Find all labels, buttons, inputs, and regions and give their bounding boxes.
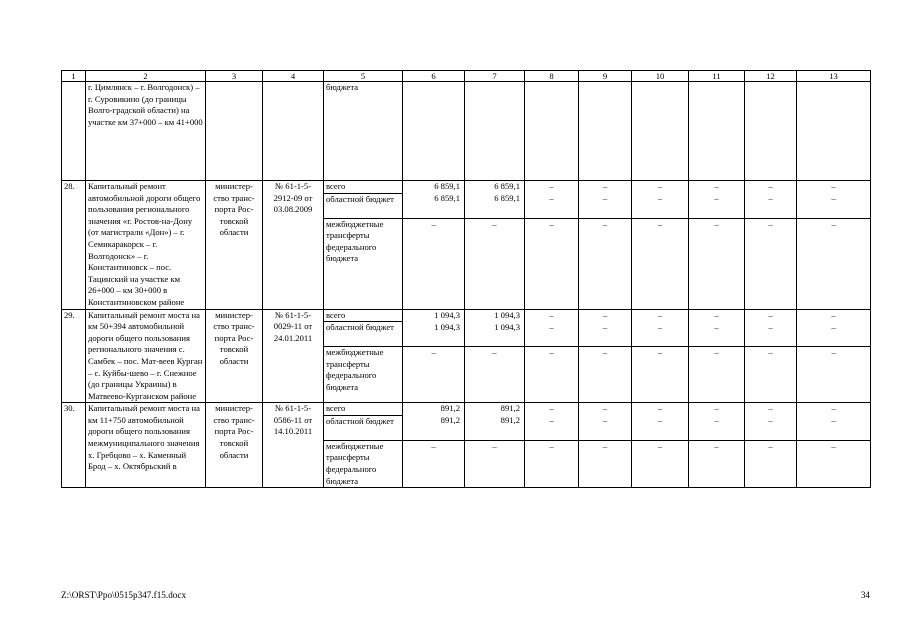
value-cell: –: [525, 309, 579, 322]
value-cell: –: [745, 181, 797, 194]
document-ref-cell: № 61-1-5-0029-11 от 24.01.2011: [263, 309, 324, 403]
value-cell: –: [579, 415, 632, 440]
value-cell: –: [632, 415, 689, 440]
value-cell: –: [689, 309, 745, 322]
page-number: 34: [860, 590, 870, 600]
value-cell: –: [579, 181, 632, 194]
value-cell: –: [579, 403, 632, 416]
value-cell: –: [632, 440, 689, 487]
value-cell: –: [525, 322, 579, 347]
value-cell: –: [525, 440, 579, 487]
value-cell: –: [525, 181, 579, 194]
footer-file-path: Z:\ORST\Ppo\0515p347.f15.docx: [61, 590, 187, 600]
value-cell: –: [465, 347, 525, 403]
value-cell: –: [689, 347, 745, 403]
funding-source-cell: бюджета: [324, 82, 403, 181]
table-row: [62, 403, 871, 416]
value-cell: –: [525, 403, 579, 416]
value-cell: –: [579, 218, 632, 309]
value-cell: –: [579, 440, 632, 487]
value-cell: –: [745, 218, 797, 309]
document-ref-cell: № 61-1-5-2912-09 от 03.08.2009: [263, 181, 324, 310]
value-cell: –: [745, 403, 797, 416]
table-row: [62, 181, 871, 194]
value-cell: –: [797, 181, 871, 194]
value-cell: 1 094,3: [465, 309, 525, 322]
column-number-header: 1: [62, 71, 86, 82]
funding-source-cell: всего: [324, 403, 403, 416]
value-cell: 891,2: [403, 415, 465, 440]
value-cell: –: [632, 322, 689, 347]
value-cell: –: [579, 347, 632, 403]
value-cell: –: [632, 347, 689, 403]
value-cell: –: [525, 193, 579, 218]
value-cell: 891,2: [403, 403, 465, 416]
item-number-cell: 30.: [62, 403, 86, 488]
value-cell: –: [632, 403, 689, 416]
continuation-row: [62, 82, 871, 181]
value-cell: –: [632, 181, 689, 194]
value-cell: –: [797, 193, 871, 218]
value-cell: –: [745, 322, 797, 347]
value-cell: 6 859,1: [465, 181, 525, 194]
column-number-header: 3: [206, 71, 263, 82]
column-number-header: 2: [86, 71, 206, 82]
column-number-header: 8: [525, 71, 579, 82]
value-cell: –: [797, 309, 871, 322]
value-cell: –: [465, 218, 525, 309]
column-number-header: 12: [745, 71, 797, 82]
value-cell: –: [525, 347, 579, 403]
value-cell: 1 094,3: [403, 309, 465, 322]
item-name-cell: Капитальный ремонт моста на км 11+750 автомобильной дороги общего пользования межмуниципального значения х. Гребцово – х. Каменный Брод – х. Октябрьский в: [86, 403, 206, 488]
item-number-cell: 28.: [62, 181, 86, 310]
value-cell: –: [403, 347, 465, 403]
value-cell: –: [689, 403, 745, 416]
value-cell: –: [797, 415, 871, 440]
value-cell: –: [745, 309, 797, 322]
value-cell: –: [632, 309, 689, 322]
column-number-header: 4: [263, 71, 324, 82]
value-cell: –: [465, 440, 525, 487]
value-cell: –: [797, 218, 871, 309]
value-cell: –: [689, 193, 745, 218]
table-row: [62, 309, 871, 322]
value-cell: –: [689, 415, 745, 440]
item-number-cell: 29.: [62, 309, 86, 403]
value-cell: –: [689, 322, 745, 347]
funding-source-cell: всего: [324, 309, 403, 322]
budget-table: [61, 70, 871, 488]
responsible-org-cell: министер-ство транс-порта Рос-товской области: [206, 403, 263, 488]
column-number-header-row: [62, 71, 871, 82]
value-cell: –: [525, 415, 579, 440]
responsible-org-cell: министер-ство транс-порта Рос-товской области: [206, 309, 263, 403]
value-cell: –: [797, 347, 871, 403]
value-cell: –: [797, 322, 871, 347]
value-cell: 891,2: [465, 403, 525, 416]
column-number-header: 10: [632, 71, 689, 82]
funding-source-cell: межбюджетные трансферты федерального бюджета: [324, 440, 403, 487]
value-cell: –: [632, 218, 689, 309]
value-cell: –: [797, 403, 871, 416]
funding-source-cell: областной бюджет: [324, 322, 403, 347]
value-cell: –: [403, 440, 465, 487]
value-cell: –: [689, 218, 745, 309]
value-cell: –: [632, 193, 689, 218]
value-cell: –: [745, 415, 797, 440]
value-cell: –: [579, 193, 632, 218]
value-cell: 6 859,1: [403, 193, 465, 218]
document-ref-cell: № 61-1-5-0586-11 от 14.10.2011: [263, 403, 324, 488]
value-cell: –: [745, 347, 797, 403]
value-cell: 1 094,3: [465, 322, 525, 347]
funding-source-cell: областной бюджет: [324, 193, 403, 218]
column-number-header: 5: [324, 71, 403, 82]
funding-source-cell: всего: [324, 181, 403, 194]
item-name-cell: Капитальный ремонт моста на км 50+394 автомобильной дороги общего пользования регионального значения с. Самбек – пос. Мат-веев Курган – с. Куйбы-шево – г. Снежное (до границы Украины) в Матвеево-Курганском районе: [86, 309, 206, 403]
value-cell: 1 094,3: [403, 322, 465, 347]
column-number-header: 6: [403, 71, 465, 82]
value-cell: –: [579, 309, 632, 322]
column-number-header: 7: [465, 71, 525, 82]
item-name-cell: Капитальный ремонт автомобильной дороги общего пользования регионального значения «г. Ростов-на-Дону (от магистрали «Дон») – г. Семикаракорск – г. Волгодонск» – г. Константиновск – пос. Тацинский на участке км 26+000 – км 30+000 в Константиновском районе: [86, 181, 206, 310]
funding-source-cell: межбюджетные трансферты федерального бюджета: [324, 347, 403, 403]
value-cell: –: [579, 322, 632, 347]
item-name-cell: г. Цимлянск – г. Волгодонск) – г. Суровикино (до границы Волго-градской области) на участке км 37+000 – км 41+000: [86, 82, 206, 181]
value-cell: –: [403, 218, 465, 309]
funding-source-cell: межбюджетные трансферты федерального бюджета: [324, 218, 403, 309]
value-cell: –: [745, 440, 797, 487]
column-number-header: 11: [689, 71, 745, 82]
responsible-org-cell: министер-ство транс-порта Рос-товской области: [206, 181, 263, 310]
value-cell: –: [689, 440, 745, 487]
value-cell: 891,2: [465, 415, 525, 440]
value-cell: –: [745, 193, 797, 218]
value-cell: 6 859,1: [403, 181, 465, 194]
value-cell: –: [525, 218, 579, 309]
value-cell: –: [689, 181, 745, 194]
column-number-header: 13: [797, 71, 871, 82]
funding-source-cell: областной бюджет: [324, 415, 403, 440]
column-number-header: 9: [579, 71, 632, 82]
value-cell: –: [797, 440, 871, 487]
value-cell: 6 859,1: [465, 193, 525, 218]
